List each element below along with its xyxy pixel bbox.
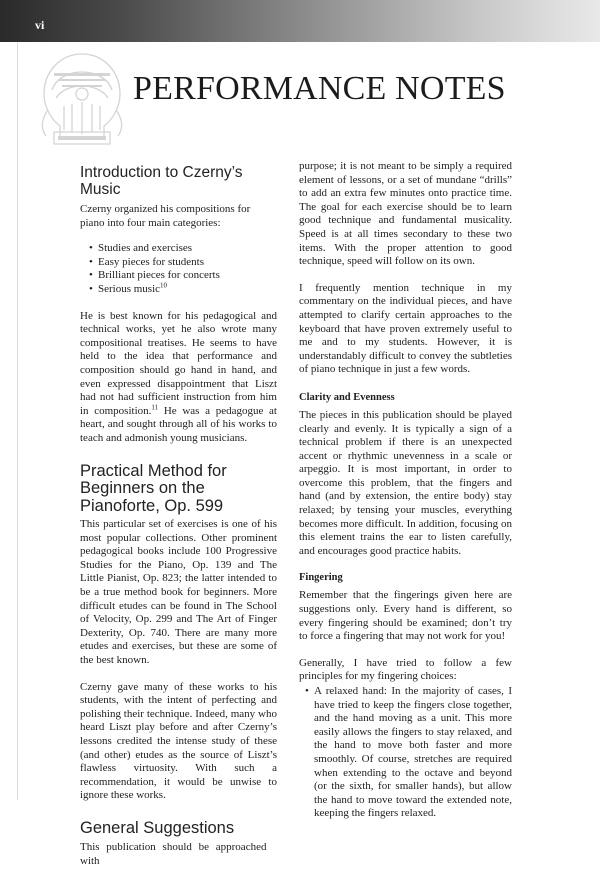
- publisher-seal-icon: [34, 46, 130, 154]
- page-title: PERFORMANCE NOTES: [133, 70, 506, 107]
- body-paragraph: This particular set of exercises is one of his most popular collections. Other prominent pedagogical books include 100 Progressive Studies for the Piano, Op. 139 and The Little Pianist, Op. 823; the latter intended to be a true method book for beginners. More difficult etudes can be found in The School of Velocity, Op. 299 and The Art of Finger Dexterity, Op. 740. There are many more etudes and exercises, but these are some of the best known.: [80, 518, 277, 666]
- list-item: [89, 283, 277, 297]
- body-paragraph: Remember that the fingerings given here are suggestions only. Every hand is different, so every fingering should be examined; don’t try to force a fingering that may not work for you!: [299, 589, 512, 643]
- left-column: [80, 160, 277, 869]
- right-column: [299, 160, 512, 821]
- section-heading-practical-method: Practical Method for Beginners on the Pianoforte, Op. 599: [80, 461, 227, 515]
- subheading-fingering: Fingering: [299, 572, 343, 584]
- body-paragraph: Czerny gave many of these works to his students, with the intent of perfecting and polishing their technique. Indeed, many who heard Liszt play before and after Czerny’s lessons credited the intense study of these (and other) etudes as the source of Liszt’s flawless virtuosity. With such a recommendation, it would be unwise to ignore these works.: [80, 680, 277, 802]
- intro-paragraph: Czerny organized his compositions for piano into four main categories:: [80, 203, 251, 229]
- list-item: • Easy pieces for students: [89, 256, 277, 270]
- body-paragraph: I frequently mention technique in my commentary on the individual pieces, and have attempted to clarify certain approaches to the keyboard that have proven extremely useful to me and to my students. However, it is understandably difficult to convey the subtleties of piano technique in just a few words.: [299, 281, 512, 376]
- footnote-marker: 10: [160, 281, 168, 290]
- list-item: • Brilliant pieces for concerts: [89, 269, 277, 283]
- page-edge-divider: [17, 42, 18, 800]
- header-band: [0, 0, 600, 42]
- list-item: • Studies and exercises: [89, 242, 277, 256]
- paragraph-text: He is best known for his pedagogical and technical works, yet he also wrote many compositional treatises. He seems to have held to the idea that performance and composition should go hand in hand, and even expressed disappointment that Liszt had not had sufficient instruction from him in composition.: [80, 309, 277, 417]
- body-paragraph: This publication should be approached with: [80, 841, 267, 867]
- subheading-clarity: Clarity and Evenness: [299, 391, 395, 403]
- list-item-text: Serious music: [98, 282, 161, 295]
- section-heading-introduction: Introduction to Czerny’s Music: [80, 164, 243, 198]
- list-item: • A relaxed hand: In the majority of cases, I have tried to keep the fingers close together, and the hand moving as a unit. This more easily allows the fingers to stay relaxed, and the hand to move both faster and more smoothly. Of course, stretches are required when extending to the octave and beyond (or the sixth, for smaller hands), but allow the hand to move toward the extended note, keeping the fingers relaxed.: [305, 685, 512, 821]
- fingering-principles-list: [299, 685, 512, 821]
- body-paragraph: [80, 310, 277, 446]
- categories-list: [80, 242, 277, 296]
- paragraph-text: He was a pedagogue at heart, and sought through all of his works to teach and admonish young musicians.: [80, 404, 277, 444]
- page-number: vi: [35, 18, 45, 32]
- body-paragraph: purpose; it is not meant to be simply a required element of lessons, or a set of mundane “drills” to add an extra few minutes onto practice time. The goal for each exercise should be to learn good technique and fundamental musicality. Speed is at all times secondary to these two items. With the proper attention to good technique, speed will follow on its own.: [299, 160, 512, 268]
- footnote-marker: 11: [151, 403, 159, 412]
- body-paragraph: Generally, I have tried to follow a few principles for my fingering choices:: [299, 656, 512, 683]
- section-heading-general-suggestions: General Suggestions: [80, 818, 235, 837]
- body-paragraph: The pieces in this publication should be played clearly and evenly. It is typically a sign of a technical problem if there is an unexpected accent or rhythmic unevenness in a scale or arpeggio. It is most important, in order to overcome this problem, that the fingers and hand (and by extension, the entire body) stay relaxed; by tensing your muscles, everything becomes more difficult. In addition, focusing on this element trains the ear to listen carefully, and encourages good practice habits.: [299, 408, 512, 557]
